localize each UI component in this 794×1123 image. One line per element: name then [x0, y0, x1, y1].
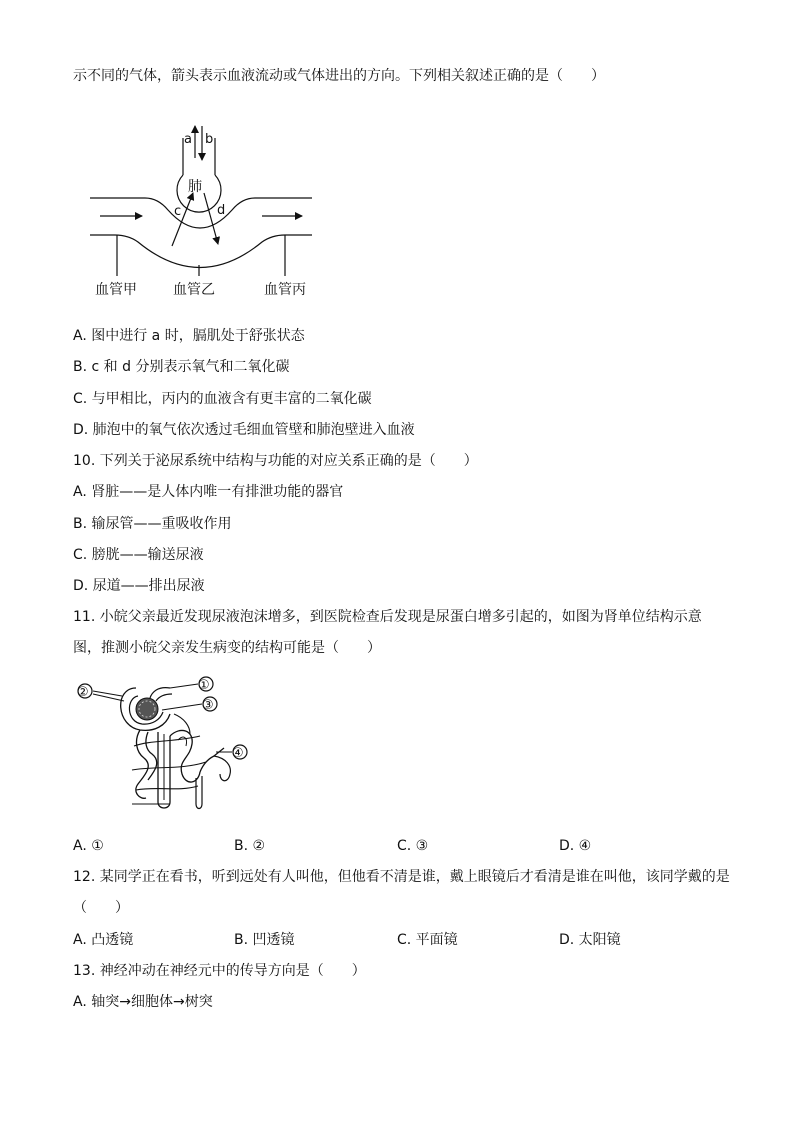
q11-stem-line-1: 11. 小皖父亲最近发现尿液泡沫增多，到医院检查后发现是尿蛋白增多引起的，如图为肾单位结构示意 — [73, 609, 702, 625]
vessel-label-3: 血管丙 — [264, 282, 306, 298]
label-c: c — [174, 204, 182, 219]
nephron-mark-2: ② — [77, 685, 89, 700]
q13-option-a: A. 轴突→细胞体→树突 — [73, 994, 213, 1010]
q10-option-d: D. 尿道——排出尿液 — [73, 578, 205, 594]
q10-stem: 10. 下列关于泌尿系统中结构与功能的对应关系正确的是（ ） — [73, 453, 478, 469]
peritubular-capillary — [132, 736, 206, 790]
q12-option-c: C. 平面镜 — [397, 932, 458, 948]
q12-option-a: A. 凸透镜 — [73, 932, 134, 948]
q11-option-a: A. ① — [73, 838, 104, 854]
q12-option-d: D. 太阳镜 — [559, 932, 621, 948]
nephron-diagram — [74, 674, 264, 819]
q11-options-row — [73, 836, 733, 856]
q12-option-b: B. 凹透镜 — [234, 932, 295, 948]
q12-options-row — [73, 930, 733, 950]
label-d: d — [217, 203, 226, 218]
nephron-mark-3: ③ — [202, 698, 214, 713]
q9-option-c: C. 与甲相比，丙内的血液含有更丰富的二氧化碳 — [73, 391, 372, 407]
q12-stem-line-2: （ ） — [73, 900, 129, 916]
q9-stem-tail: 示不同的气体，箭头表示血液流动或气体进出的方向。下列相关叙述正确的是（ ） — [73, 68, 605, 84]
lung-circulation-diagram — [80, 118, 330, 303]
q11-stem-line-2: 图，推测小皖父亲发生病变的结构可能是（ ） — [73, 640, 381, 656]
q11-option-d: D. ④ — [559, 838, 592, 854]
lung-label: 肺 — [188, 179, 202, 195]
q10-option-a: A. 肾脏——是人体内唯一有排泄功能的器官 — [73, 484, 344, 500]
nephron-mark-1: ① — [198, 678, 210, 693]
q10-option-c: C. 膀胱——输送尿液 — [73, 547, 204, 563]
vessel-lower-wall — [90, 235, 312, 268]
label-a: a — [184, 132, 192, 147]
vessel-label-1: 血管甲 — [95, 282, 137, 298]
q9-option-b: B. c 和 d 分别表示氧气和二氧化碳 — [73, 359, 290, 375]
q10-option-b: B. 输尿管——重吸收作用 — [73, 516, 232, 532]
label-b: b — [205, 132, 214, 147]
q9-option-a: A. 图中进行 a 时，膈肌处于舒张状态 — [73, 328, 305, 344]
q11-option-b: B. ② — [234, 838, 266, 854]
q9-option-d: D. 肺泡中的氧气依次透过毛细血管壁和肺泡壁进入血液 — [73, 422, 415, 438]
nephron-mark-4: ④ — [232, 746, 244, 761]
q11-option-c: C. ③ — [397, 838, 429, 854]
vessel-label-2: 血管乙 — [173, 282, 215, 298]
q12-stem-line-1: 12. 某同学正在看书，听到远处有人叫他，但他看不清是谁，戴上眼镜后才看清是谁在叫他，该同学戴的是 — [73, 869, 730, 885]
q13-stem: 13. 神经冲动在神经元中的传导方向是（ ） — [73, 963, 366, 979]
